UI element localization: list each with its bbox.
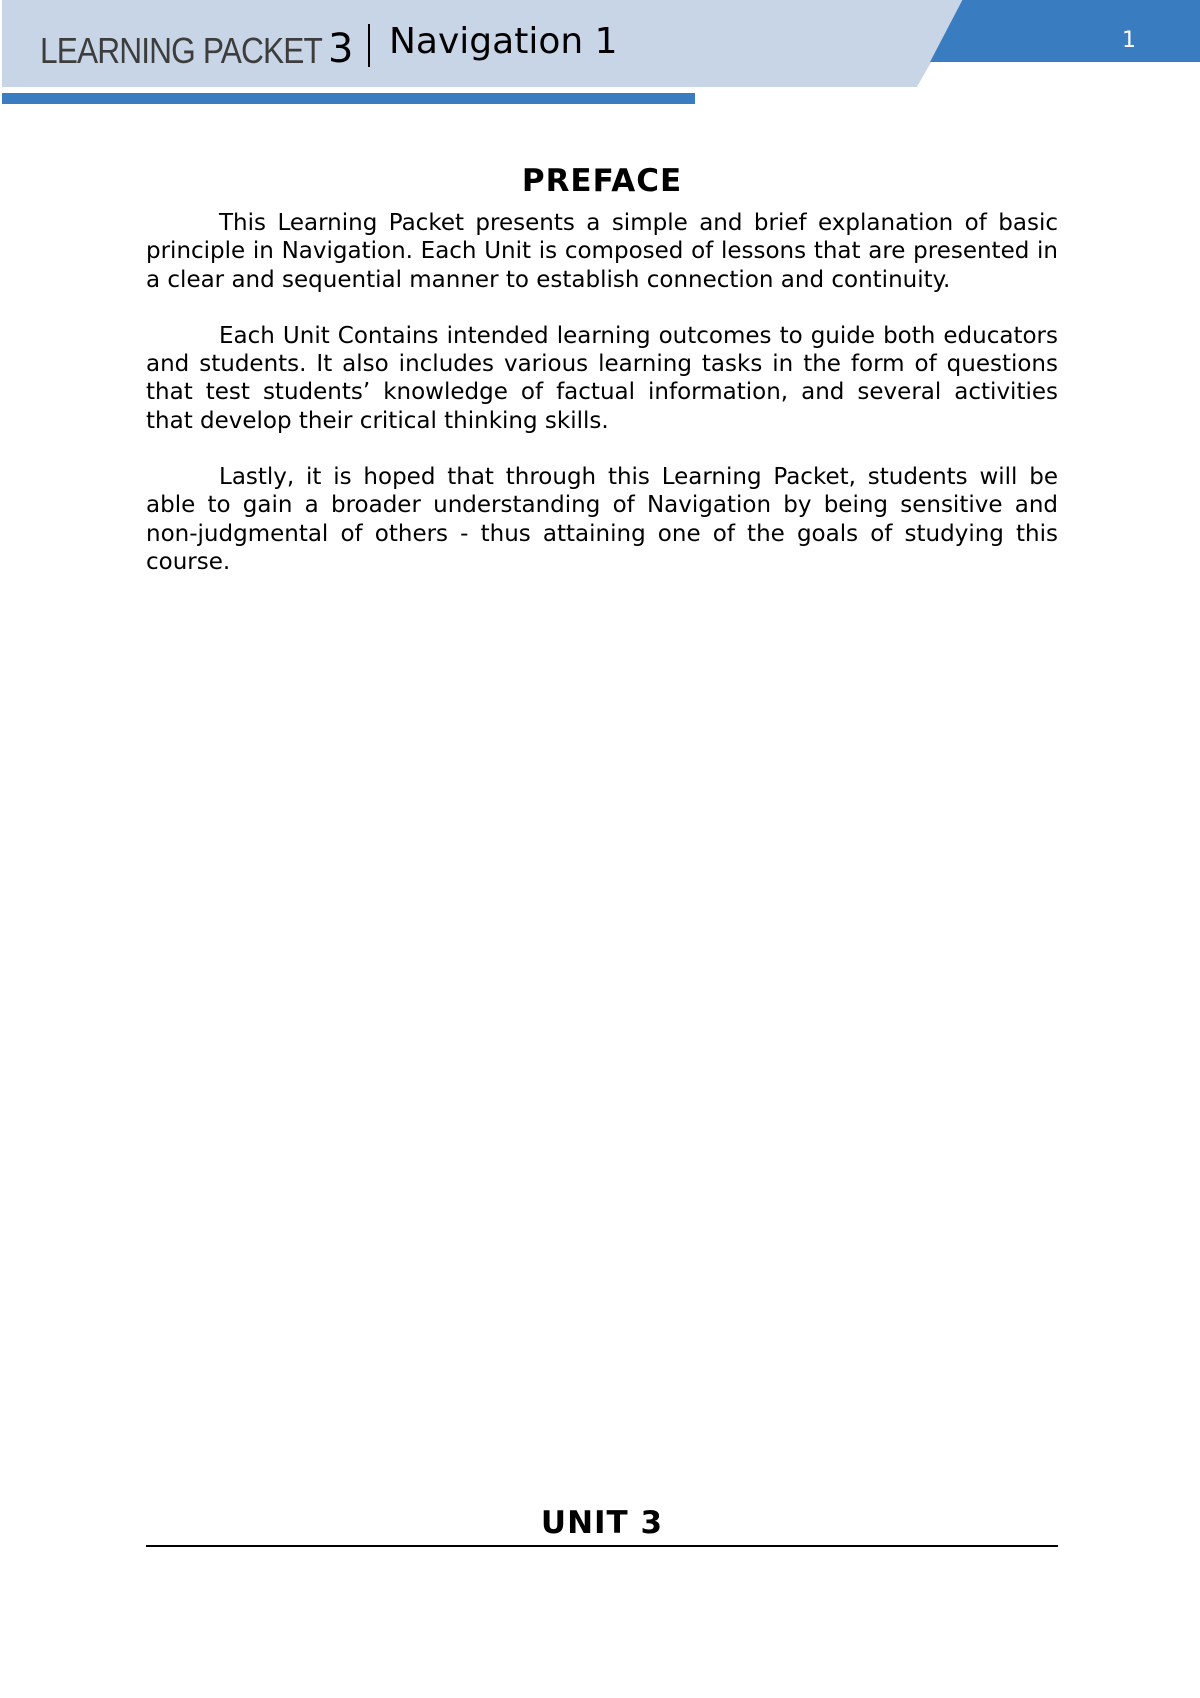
page-header [0, 0, 1200, 110]
unit-footer-heading: UNIT 3 [540, 1505, 664, 1541]
page-number: 1 [1122, 28, 1136, 53]
preface-body [146, 209, 1058, 604]
unit-footer-rule [146, 1545, 1058, 1547]
header-course-title: Navigation 1 [389, 21, 618, 62]
header-divider [368, 24, 370, 67]
preface-paragraph: Each Unit Contains intended learning outcomes to guide both educators and students. It also includes various learning tasks in the form of questions that test students’ knowledge of factual information, and several activities that develop their critical thinking skills. [146, 322, 1058, 434]
preface-paragraph: This Learning Packet presents a simple and brief explanation of basic principle in Navigation. Each Unit is composed of lessons that are presented in a clear and sequential manner to establish connection and continuity. [146, 210, 1058, 293]
header-unit-number: 3 [328, 26, 354, 72]
learning-packet-logo: LEARNING PACKET [40, 30, 322, 71]
preface-heading: PREFACE [521, 162, 683, 199]
header-accent-bar [2, 93, 695, 104]
header-band-dark [930, 0, 1200, 62]
preface-paragraph: Lastly, it is hoped that through this Learning Packet, students will be able to gain a broader understanding of Navigation by being sensitive and non-judgmental of others - thus attaining one of the goals of studying this course. [146, 464, 1058, 575]
